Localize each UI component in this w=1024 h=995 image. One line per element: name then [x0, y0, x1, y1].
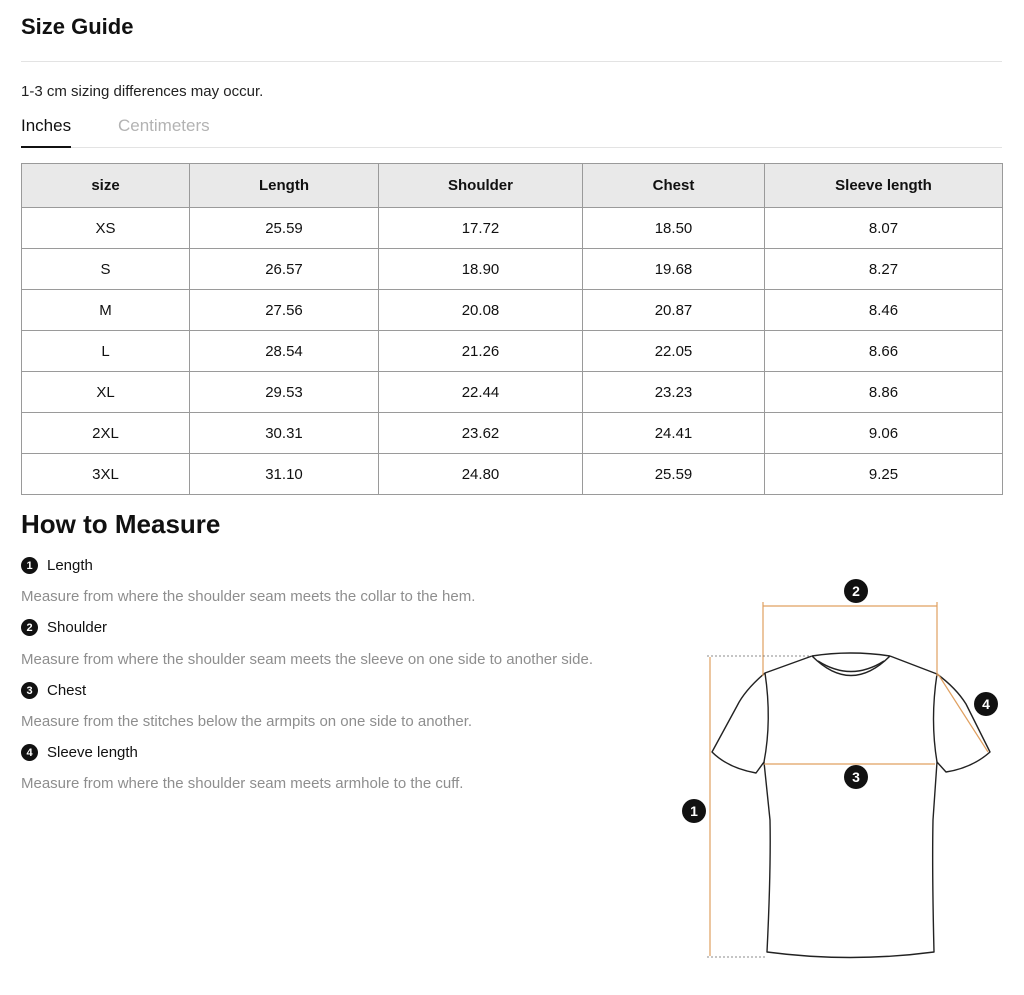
table-header-row — [22, 164, 1003, 208]
cell-shoulder: 20.08 — [379, 290, 583, 331]
marker-1 — [682, 799, 706, 823]
step-desc-length: Measure from where the shoulder seam meets the collar to the hem. — [21, 588, 476, 605]
cell-size: 2XL — [22, 413, 190, 454]
tshirt-icon — [712, 653, 990, 958]
marker-3-label: 3 — [852, 769, 860, 785]
cell-size: S — [22, 249, 190, 290]
column-header-length: Length — [190, 164, 379, 208]
column-header-size: size — [22, 164, 190, 208]
cell-chest: 19.68 — [583, 249, 765, 290]
cell-length: 26.57 — [190, 249, 379, 290]
unit-tabs — [21, 116, 1002, 148]
cell-shoulder: 24.80 — [379, 454, 583, 495]
table-row — [22, 454, 1003, 495]
column-header-shoulder: Shoulder — [379, 164, 583, 208]
step-label-sleeve-length: Sleeve length — [47, 744, 138, 761]
cell-shoulder: 17.72 — [379, 208, 583, 249]
step-number-2: 2 — [21, 619, 38, 636]
cell-length: 28.54 — [190, 331, 379, 372]
step-chest — [21, 682, 86, 699]
cell-size: XS — [22, 208, 190, 249]
cell-sleeve-length: 9.06 — [765, 413, 1003, 454]
cell-length: 27.56 — [190, 290, 379, 331]
cell-size: XL — [22, 372, 190, 413]
cell-size: M — [22, 290, 190, 331]
cell-sleeve-length: 8.66 — [765, 331, 1003, 372]
cell-length: 30.31 — [190, 413, 379, 454]
cell-chest: 18.50 — [583, 208, 765, 249]
marker-1-label: 1 — [690, 803, 698, 819]
size-table — [21, 163, 1003, 495]
column-header-chest: Chest — [583, 164, 765, 208]
cell-chest: 23.23 — [583, 372, 765, 413]
cell-chest: 20.87 — [583, 290, 765, 331]
cell-sleeve-length: 8.46 — [765, 290, 1003, 331]
cell-size: 3XL — [22, 454, 190, 495]
cell-size: L — [22, 331, 190, 372]
guide-lines — [707, 656, 812, 957]
step-number-1: 1 — [21, 557, 38, 574]
table-row — [22, 413, 1003, 454]
cell-chest: 24.41 — [583, 413, 765, 454]
table-row — [22, 249, 1003, 290]
tab-centimeters[interactable]: Centimeters — [118, 116, 210, 135]
step-label-chest: Chest — [47, 682, 87, 699]
how-to-measure-title: How to Measure — [21, 509, 221, 539]
cell-sleeve-length: 8.27 — [765, 249, 1003, 290]
page-title: Size Guide — [21, 14, 134, 39]
cell-length: 29.53 — [190, 372, 379, 413]
cell-sleeve-length: 8.86 — [765, 372, 1003, 413]
marker-4 — [974, 692, 998, 716]
step-sleeve-length — [21, 744, 138, 761]
cell-sleeve-length: 9.25 — [765, 454, 1003, 495]
cell-shoulder: 21.26 — [379, 331, 583, 372]
cell-shoulder: 22.44 — [379, 372, 583, 413]
cell-shoulder: 23.62 — [379, 413, 583, 454]
marker-2-label: 2 — [852, 583, 860, 599]
marker-4-label: 4 — [982, 696, 990, 712]
step-desc-shoulder: Measure from where the shoulder seam meets the sleeve on one side to another side. — [21, 651, 593, 668]
marker-2 — [844, 579, 868, 603]
cell-length: 25.59 — [190, 208, 379, 249]
step-desc-sleeve-length: Measure from where the shoulder seam meets armhole to the cuff. — [21, 775, 464, 792]
tshirt-measurement-diagram — [672, 570, 1012, 970]
step-number-4: 4 — [21, 744, 38, 761]
cell-chest: 22.05 — [583, 331, 765, 372]
table-row — [22, 208, 1003, 249]
step-label-shoulder: Shoulder — [47, 619, 108, 636]
cell-length: 31.10 — [190, 454, 379, 495]
step-desc-chest: Measure from the stitches below the armpits on one side to another. — [21, 713, 473, 730]
sizing-note: 1-3 cm sizing differences may occur. — [21, 83, 264, 100]
step-number-3: 3 — [21, 682, 38, 699]
step-shoulder — [21, 619, 107, 636]
cell-chest: 25.59 — [583, 454, 765, 495]
cell-sleeve-length: 8.07 — [765, 208, 1003, 249]
step-label-length: Length — [47, 557, 93, 574]
step-length — [21, 557, 93, 574]
column-header-sleeve-length: Sleeve length — [765, 164, 1003, 208]
table-row — [22, 331, 1003, 372]
title-divider — [21, 61, 1002, 62]
marker-3 — [844, 765, 868, 789]
cell-shoulder: 18.90 — [379, 249, 583, 290]
table-row — [22, 290, 1003, 331]
tab-inches[interactable]: Inches — [21, 116, 71, 147]
table-row — [22, 372, 1003, 413]
